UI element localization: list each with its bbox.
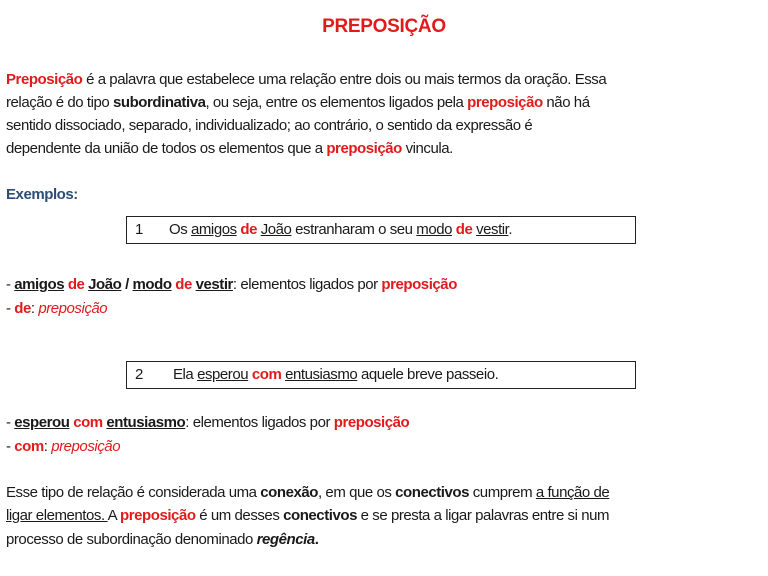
text-segment: - (6, 414, 15, 431)
text-segment: é um desses (195, 507, 284, 524)
text-segment: dependente da união de todos os elementos que a (6, 140, 327, 157)
example-number: 2 (135, 366, 143, 383)
emphasis-text: entusiasmo (285, 366, 358, 383)
emphasis-text: ligar elementos. (6, 507, 108, 524)
emphasis-text: conectivos (395, 484, 470, 501)
text-segment: - (6, 276, 15, 293)
emphasis-text: preposição (333, 414, 410, 431)
example-text (173, 366, 498, 383)
example-sentence (135, 365, 498, 385)
text-segment: , em que os (318, 484, 396, 501)
text-segment: : elementos ligados por (232, 276, 382, 293)
emphasis-text: com (73, 414, 103, 431)
page-title: PREPOSIÇÃO (322, 16, 446, 37)
paragraph-line (6, 483, 609, 503)
emphasis-text: de (175, 276, 192, 293)
emphasis-text: conexão (260, 484, 318, 501)
emphasis-text: esperou (197, 366, 249, 383)
emphasis-text: preposição (467, 94, 543, 111)
text-segment: - (6, 300, 15, 317)
emphasis-text: vestir (195, 276, 233, 293)
text-segment: : (43, 438, 52, 455)
emphasis-text: com (14, 438, 44, 455)
text-segment: - (6, 438, 15, 455)
emphasis-text: / (121, 276, 133, 293)
paragraph-line (6, 139, 453, 159)
emphasis-text: João (88, 276, 122, 293)
emphasis-text: subordinativa (112, 94, 206, 111)
emphasis-text: entusiasmo (106, 414, 186, 431)
analysis-line (6, 413, 409, 433)
emphasis-text: amigos (191, 221, 237, 238)
emphasis-text: modo (416, 221, 453, 238)
emphasis-text: preposição (120, 507, 196, 524)
emphasis-text: preposição (51, 438, 121, 455)
example-box-1 (126, 216, 636, 244)
paragraph-line (6, 506, 609, 526)
emphasis-text: com (251, 366, 282, 383)
emphasis-text: regência (256, 531, 315, 548)
emphasis-text: conectivos (283, 507, 357, 524)
emphasis-text: . (314, 531, 319, 548)
text-segment: não há (542, 94, 590, 111)
text-segment: estranharam o seu (291, 221, 417, 238)
text-segment: processo de subordinação denominado (6, 531, 257, 548)
emphasis-text: João (260, 221, 292, 238)
analysis-line (6, 437, 120, 457)
example-sentence (135, 220, 512, 240)
emphasis-text: Preposição (6, 71, 83, 88)
paragraph-line (6, 70, 606, 90)
text-segment: sentido dissociado, separado, individualizado; ao contrário, o sentido da expressão é (6, 117, 533, 134)
emphasis-text: de (455, 221, 473, 238)
analysis-line (6, 299, 107, 319)
example-box-2 (126, 361, 636, 389)
emphasis-text: de (14, 300, 31, 317)
emphasis-text: preposição (381, 276, 457, 293)
text-segment: relação é do tipo (6, 94, 113, 111)
example-text (169, 221, 512, 238)
emphasis-text: preposição (326, 140, 402, 157)
emphasis-text: modo (132, 276, 172, 293)
text-segment: aquele breve passeio. (357, 366, 499, 383)
text-segment: vincula. (401, 140, 453, 157)
text-segment: . (508, 221, 513, 238)
text-segment: é a palavra que estabelece uma relação entre dois ou mais termos da oração. Essa (82, 71, 607, 88)
text-segment: Os (169, 221, 191, 238)
emphasis-text: de (240, 221, 257, 238)
analysis-line (6, 275, 457, 295)
example-number: 1 (135, 221, 143, 238)
emphasis-text: amigos (14, 276, 65, 293)
emphasis-text: preposição (38, 300, 108, 317)
emphasis-text: vestir (476, 221, 509, 238)
examples-heading: Exemplos: (6, 186, 78, 203)
text-segment: e se presta a ligar palavras entre si num (356, 507, 610, 524)
text-segment: Esse tipo de relação é considerada uma (6, 484, 261, 501)
text-segment: , ou seja, entre os elementos ligados pela (205, 94, 468, 111)
text-segment: : elementos ligados por (185, 414, 334, 431)
text-segment: : (30, 300, 39, 317)
paragraph-line (6, 93, 590, 113)
emphasis-text: esperou (14, 414, 70, 431)
paragraph-line (6, 530, 318, 550)
text-segment: cumprem (469, 484, 536, 501)
text-segment: A (107, 507, 121, 524)
text-segment: Ela (173, 366, 198, 383)
emphasis-text: de (67, 276, 85, 293)
paragraph-line (6, 116, 532, 136)
emphasis-text: a função de (535, 484, 610, 501)
